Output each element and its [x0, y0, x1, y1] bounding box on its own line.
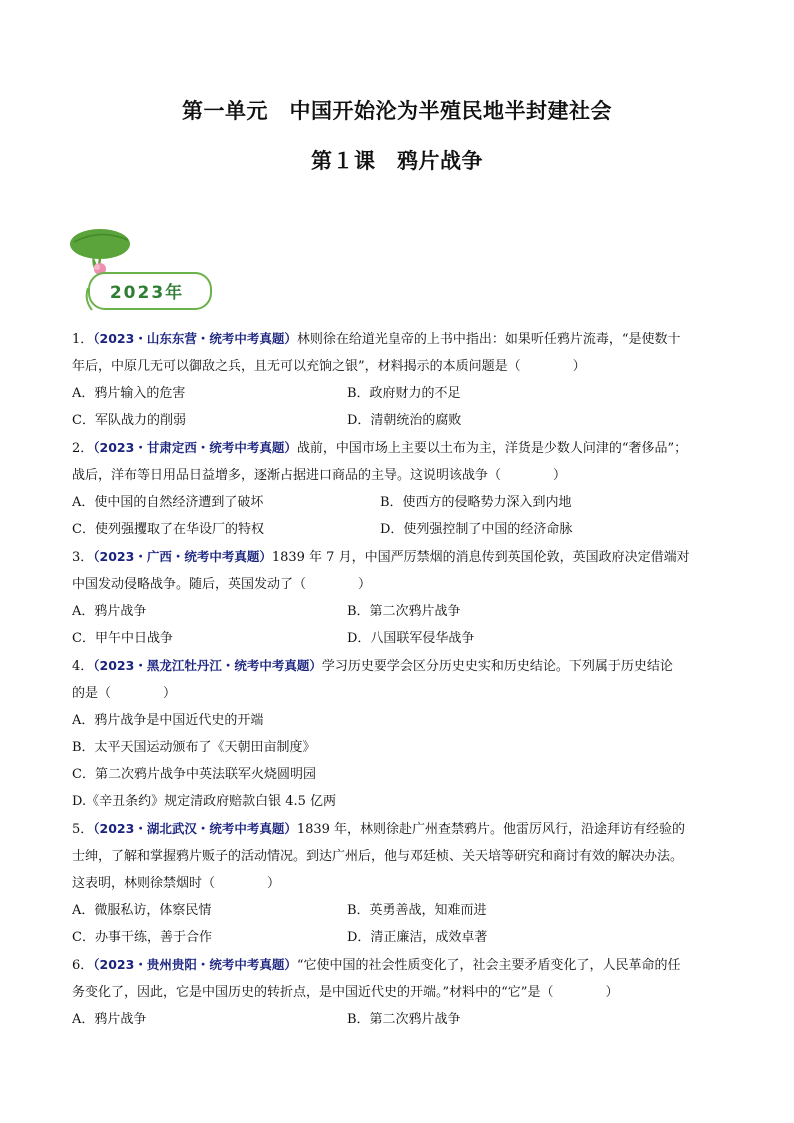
lesson-title: 第１课 鸦片战争: [311, 149, 483, 173]
question-stem: 务变化了，因此，它是中国历史的转折点，是中国近代史的开端。”材料中的“它”是（ ）: [72, 985, 619, 1000]
question-stem: “它使中国的社会性质变化了，社会主要矛盾变化了，人民革命的任: [296, 958, 681, 973]
option-d: D．使列强控制了中国的经济命脉: [380, 522, 573, 537]
question-6: 6．（2023・贵州贵阳・统考中考真题）“它使中国的社会性质变化了，社会主要矛盾变化了，人民革命的任 务变化了，因此，它是中国历史的转折点，是中国近代史的开端。”材料中的“它”是（ ） A．鸦片战争 B．第二次鸦片战争: [72, 951, 740, 1033]
option-a: A．微服私访，体察民情: [72, 903, 212, 918]
question-stem: 战后，洋布等日用品日益增多，逐渐占据进口商品的主导。这说明该战争（ ）: [72, 468, 567, 483]
question-stem: 这表明，林则徐禁烟时（ ）: [72, 876, 281, 891]
option-d: D．八国联军侵华战争: [347, 631, 475, 646]
question-source: （2023・湖北武汉・统考中考真题）: [93, 821, 297, 836]
option-c: C．第二次鸦片战争中英法联军火烧圆明园: [72, 767, 316, 782]
option-d: D．清朝统治的腐败: [347, 413, 462, 428]
option-b: B．使西方的侵略势力深入到内地: [380, 495, 572, 510]
question-stem: 林则徐在给道光皇帝的上书中指出：如果听任鸦片流毒，“是使数十: [296, 332, 681, 347]
question-stem: 的是（ ）: [72, 686, 177, 701]
option-b: B．英勇善战，知难而进: [347, 903, 487, 918]
option-a: A．鸦片战争: [72, 1012, 147, 1027]
question-source: （2023・黑龙江牡丹江・统考中考真题）: [93, 658, 322, 673]
question-stem: 1839 年，林则徐赴广州查禁鸦片。他雷厉风行，沿途拜访有经验的: [296, 822, 686, 837]
option-d: D．清正廉洁，成效卓著: [347, 930, 488, 945]
option-a: A．使中国的自然经济遭到了破坏: [72, 495, 264, 510]
question-list: [72, 325, 740, 1033]
year-label: 2023年: [109, 283, 185, 303]
question-stem: 学习历史要学会区分历史史实和历史结论。下列属于历史结论: [321, 659, 673, 674]
option-a: A．鸦片输入的危害: [72, 386, 186, 401]
unit-title: 第一单元 中国开始沦为半殖民地半封建社会: [182, 99, 612, 123]
option-a: A．鸦片战争是中国近代史的开端: [72, 713, 264, 728]
question-stem: 中国发动侵略战争。随后，英国发动了（ ）: [72, 577, 372, 592]
question-1: 1．（2023・山东东营・统考中考真题）林则徐在给道光皇帝的上书中指出：如果听任鸦片流毒，“是使数十 年后，中原几无可以御敌之兵，且无可以充饷之银”，材料揭示的本质问题是（ ） A．鸦片输入的危害 B．政府财力的不足 C．军队战力的削弱 D．清朝统治的腐败: [72, 325, 740, 434]
option-c: C．甲午中日战争: [72, 631, 173, 646]
question-stem: 战前，中国市场上主要以土布为主，洋货是少数人问津的“奢侈品”；: [296, 441, 688, 456]
question-source: （2023・贵州贵阳・统考中考真题）: [93, 957, 297, 972]
option-c: C．军队战力的削弱: [72, 413, 186, 428]
option-c: C．办事干练，善于合作: [72, 930, 212, 945]
question-stem: 1839 年 7 月，中国严厉禁烟的消息传到英国伦敦，英国政府决定借端对: [271, 550, 690, 565]
option-b: B．政府财力的不足: [347, 386, 461, 401]
question-source: （2023・广西・统考中考真题）: [93, 549, 272, 564]
option-b: B．太平天国运动颁布了《天朝田亩制度》: [72, 740, 316, 755]
question-5: 5．（2023・湖北武汉・统考中考真题）1839 年，林则徐赴广州查禁鸦片。他雷厉风行，沿途拜访有经验的 士绅，了解和掌握鸦片贩子的活动情况。到达广州后，他与邓廷桢、关天培等研究和商讨有效的解决办法。 这表明，林则徐禁烟时（ ） A．微服私访，体察民情 B．英勇善战，知难而进 C．办事干练，善于合作 D．清正廉洁，成效卓著: [72, 815, 740, 951]
question-4: 4．（2023・黑龙江牡丹江・统考中考真题）学习历史要学会区分历史史实和历史结论。下列属于历史结论 的是（ ） A．鸦片战争是中国近代史的开端 B．太平天国运动颁布了《天朝田亩制度》 C．第二次鸦片战争中英法联军火烧圆明园 D.《辛丑条约》规定清政府赔款白银 4.5 亿两: [72, 652, 740, 815]
question-stem: 年后，中原几无可以御敌之兵，且无可以充饷之银”，材料揭示的本质问题是（ ）: [72, 359, 586, 374]
question-stem: 士绅，了解和掌握鸦片贩子的活动情况。到达广州后，他与邓廷桢、关天培等研究和商讨有效的解决办法。: [72, 849, 684, 864]
question-source: （2023・甘肃定西・统考中考真题）: [93, 440, 297, 455]
question-3: 3．（2023・广西・统考中考真题）1839 年 7 月，中国严厉禁烟的消息传到英国伦敦，英国政府决定借端对 中国发动侵略战争。随后，英国发动了（ ） A．鸦片战争 B．第二次鸦片战争 C．甲午中日战争 D．八国联军侵华战争: [72, 543, 740, 652]
option-a: A．鸦片战争: [72, 604, 147, 619]
option-d: D.《辛丑条约》规定清政府赔款白银 4.5 亿两: [72, 794, 337, 809]
question-source: （2023・山东东营・统考中考真题）: [93, 331, 297, 346]
option-c: C．使列强攫取了在华设厂的特权: [72, 522, 264, 537]
year-badge: [70, 222, 220, 317]
option-b: B．第二次鸦片战争: [347, 1012, 461, 1027]
option-b: B．第二次鸦片战争: [347, 604, 461, 619]
question-2: 2．（2023・甘肃定西・统考中考真题）战前，中国市场上主要以土布为主，洋货是少数人问津的“奢侈品”； 战后，洋布等日用品日益增多，逐渐占据进口商品的主导。这说明该战争（ ） A．使中国的自然经济遭到了破坏 B．使西方的侵略势力深入到内地 C．使列强攫取了在华设厂的特权 D．使列强控制了中国的经济命脉: [72, 434, 740, 543]
